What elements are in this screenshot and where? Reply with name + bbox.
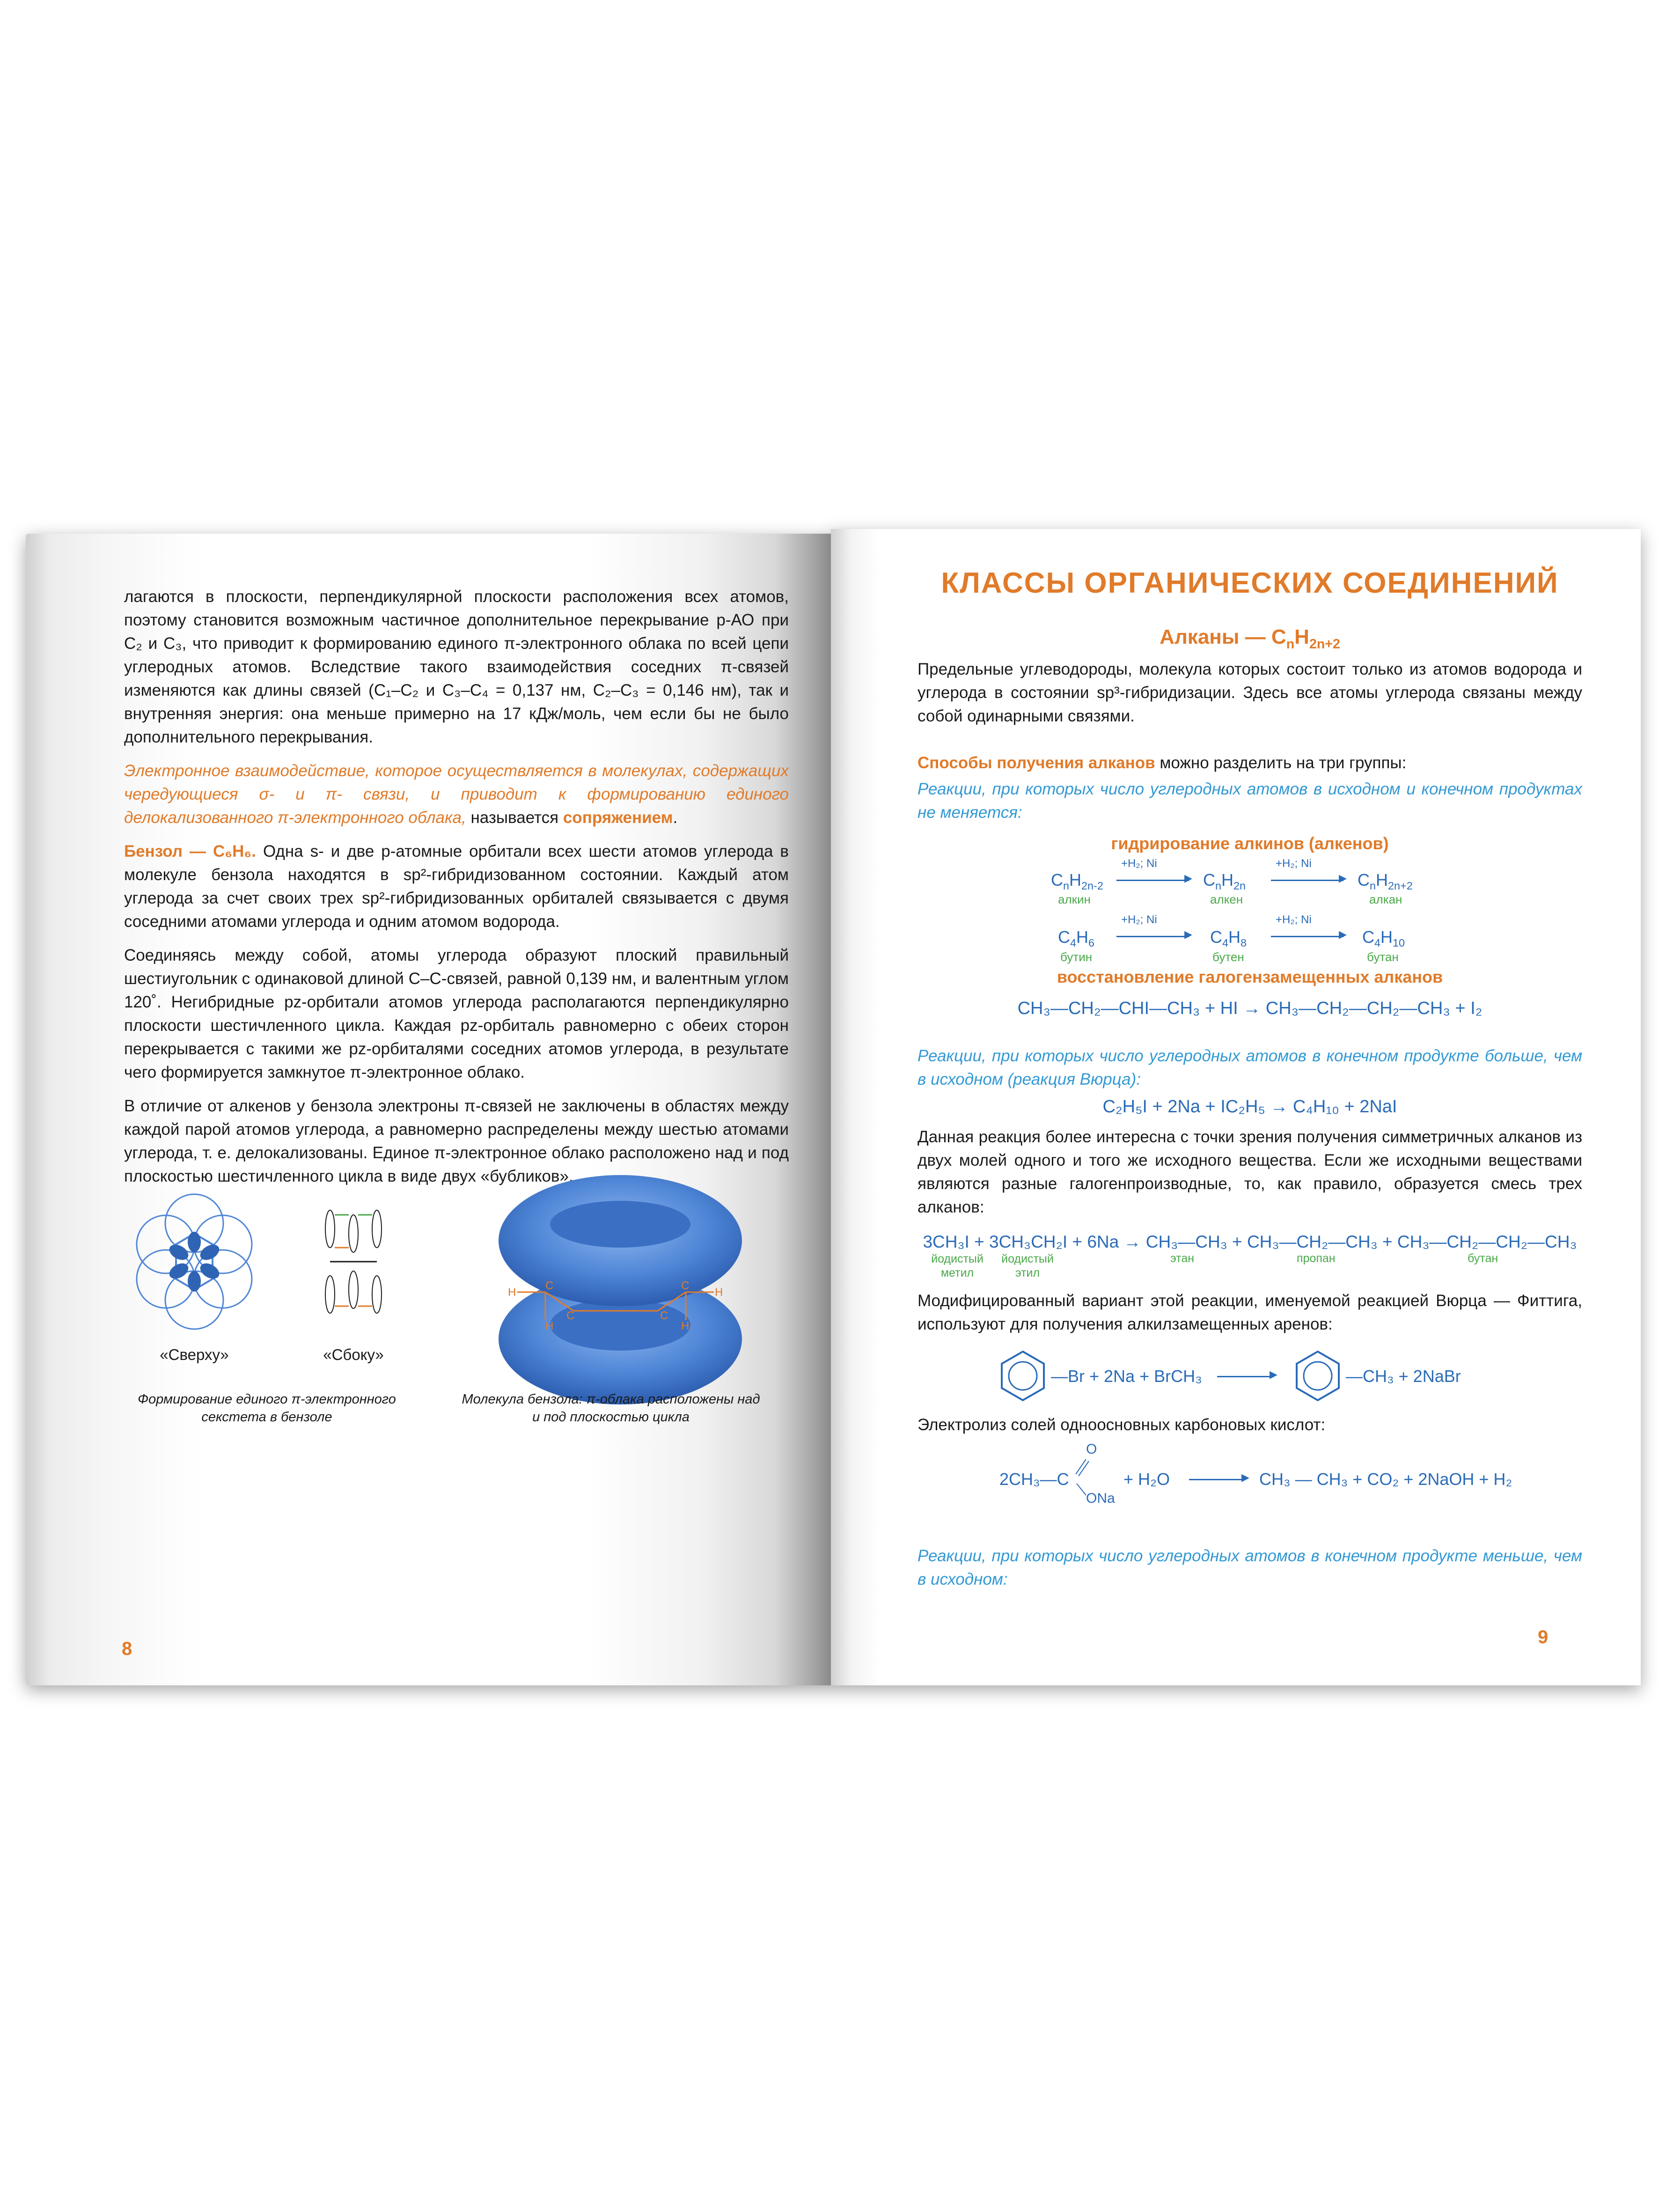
svg-text:H: H [715, 1286, 723, 1299]
methods-tail: можно разделить на три группы: [1155, 753, 1407, 772]
arrow-head-1: ▶ [1184, 872, 1192, 884]
formula-butene: $C_4H_8$ [1210, 927, 1247, 949]
electrolysis-equation [918, 1441, 1582, 1516]
paragraph-hexagon: Соединяясь между собой, атомы углерода образуют плоский правильный шестиугольник с одинаковой длиной C–C-связей, равной 0,139 нм, и валентным углом 120˚. Негибридные pz-орбитали атомов углерода располагаются перпендикулярно плоскости шестичленного цикла. Каждая pz-орбиталь равномерно с обеих сторон перекрывается с такими же pz-орбиталями соседних атомов углерода, в результате чего формируется замкнутое π-электронное облако. [124, 946, 789, 1081]
electrolysis-arrow [1189, 1479, 1245, 1480]
fittig-paragraph: Модифицированный вариант этой реакции, именуемой реакцией Вюрца — Фиттига, используют для получения алкилзамещенных аренов: [918, 1291, 1582, 1333]
fittig-left: —Br + 2Na + BrCH₃ [1051, 1366, 1202, 1386]
wurtz-fittig-equation [918, 1345, 1582, 1409]
section-title-alkanes: Алканы — $C_nH_{2n+2}$ [1160, 625, 1340, 652]
arrow-head-4: ▶ [1339, 928, 1347, 940]
left-page [26, 534, 831, 1685]
arrow-head-3: ▶ [1184, 928, 1192, 940]
svg-text:H: H [681, 1320, 690, 1332]
hydrogenation-row-1 [918, 857, 1582, 909]
formula-alkene: $C_nH_{2n}$ [1203, 870, 1246, 892]
halo-reduction-equation: CH₃—CH₂—CHI—CH₃ + HI → CH₃—CH₂—CH₂—CH₃ + I₂ [1017, 998, 1483, 1018]
page-number-right: 9 [1538, 1627, 1549, 1647]
carboxyl-bonds [1072, 1455, 1091, 1498]
conjugation-tail: называется [466, 808, 563, 827]
arrow-2 [1271, 880, 1343, 881]
fittig-right: —CH₃ + 2NaBr [1346, 1366, 1461, 1386]
svg-text:H: H [545, 1320, 554, 1332]
wurtz-paragraph: Данная реакция более интересна с точки зрения получения симметричных алканов из двух молей одного и того же исходного вещества. Если же исходными веществами являются разные галогенпроизводные, то, как правило, образуется смесь трех алканов: [918, 1127, 1582, 1216]
paragraph-1: лагаются в плоскости, перпендикулярной плоскости расположения всех атомов, поэтому становится возможным частичное дополнительное перекрывание p-АО при C₂ и C₃, что приводит к формированию единого π-электронного облака по всей цепи углеродных атомов. Вследствие такого взаимодействия соседних π-связей изменяются как длины связей (C₁–C₂ и C₃–C₄ = 0,137 нм, C₂–C₃ = 0,146 нм), так и внутренняя энергия: она меньше примерно на 17 кДж/моль, чем если бы не было дополнительного перекрывания. [124, 588, 789, 746]
paragraph-conjugation: Электронное взаимодействие, которое осуществляется в молекулах, содержащих чередующиеся σ- и π- связи, и приводит к формированию единого делокализованного π-электронного облака, называется сопряжением. [124, 762, 789, 827]
arrow-head-2: ▶ [1339, 872, 1347, 884]
fittig-arrow-head: ▶ [1270, 1368, 1277, 1380]
label-alkyne: алкин [1058, 892, 1091, 906]
arrow-3 [1116, 936, 1189, 937]
hydrogenation-title: гидрирование алкинов (алкенов) [1111, 833, 1389, 853]
benzene-ring-icon [995, 1348, 1051, 1404]
wurtz-equation: C₂H₅I + 2Na + IC₂H₅ → C₄H₁₀ + 2NaI [1102, 1096, 1397, 1117]
label-butyne: бутин [1060, 949, 1093, 964]
methods-line [918, 751, 1582, 775]
label-top-view: «Сверху» [160, 1346, 229, 1363]
arrow-label-2: +H₂; Ni [1276, 857, 1312, 870]
page-number-left: 8 [122, 1639, 132, 1659]
arrow-label-3: +H₂; Ni [1121, 913, 1157, 926]
page-title: КЛАССЫ ОРГАНИЧЕСКИХ СОЕДИНЕНИЙ [941, 567, 1559, 599]
arrow-label-1: +H₂; Ni [1121, 857, 1157, 870]
label-butene: бутен [1212, 949, 1244, 964]
group-2-heading: Реакции, при которых число углеродных атомов в конечном продукте больше, чем в исходном (реакция Вюрца): [918, 1046, 1582, 1088]
benzene-ring-icon-2 [1290, 1348, 1346, 1404]
label-methyl-iodide: йодистый метил [931, 1252, 984, 1279]
electrolysis-ona: ONa [1086, 1490, 1115, 1506]
halo-reduction-title: восстановление галогензамещенных алканов [1057, 967, 1443, 986]
label-side-view: «Сбоку» [323, 1346, 384, 1363]
label-ethyl-iodide: йодистый этил [1001, 1252, 1054, 1279]
label-butane: бутан [1367, 949, 1399, 964]
benzene-term: Бензол — C₆H₆. [124, 842, 257, 860]
label-butane-2: бутан [1468, 1251, 1498, 1265]
fittig-arrow [1217, 1376, 1273, 1377]
paragraph-benzene [124, 840, 789, 933]
caption-pi-clouds: Молекула бензола: π-облака расположены над и под плоскостью цикла [462, 1392, 760, 1425]
benzene-top-view-illustration [126, 1191, 262, 1332]
electrolysis-paragraph: Электролиз солей одноосновных карбоновых кислот: [918, 1415, 1326, 1434]
paragraph-delocalization: В отличие от алкенов у бензола электроны π-связей не заключены в областях между каждой парой атомов углерода, а равномерно распределены между шестью атомами углерода, т. е. делокализованы. Единое π-электронное облако расположено над и под плоскостью шестичленного цикла в виде двух «бубликов». [124, 1097, 789, 1185]
hydrogenation-row-2 [918, 913, 1582, 967]
svg-text:C: C [566, 1309, 575, 1322]
label-ethane: этан [1170, 1251, 1195, 1265]
formula-butane: $C_4H_{10}$ [1362, 927, 1405, 949]
open-book [26, 529, 1641, 1690]
left-page-text [124, 585, 789, 1188]
arrow-label-4: +H₂; Ni [1276, 913, 1312, 926]
mixed-wurtz-labels [918, 1252, 1582, 1285]
arrow-1 [1116, 880, 1189, 881]
svg-text:C: C [681, 1279, 690, 1292]
right-page-text [918, 566, 1582, 1591]
electrolysis-left: 2CH₃—C [999, 1469, 1069, 1489]
mixed-wurtz-equation: 3CH₃I + 3CH₃CH₂I + 6Na → CH₃—CH₃ + CH₃—CH₂—CH₃ + CH₃—CH₂—CH₂—CH₃ [923, 1232, 1577, 1251]
benzene-pi-cloud-illustration [475, 1170, 765, 1414]
svg-text:H: H [508, 1286, 516, 1299]
group-3-heading: Реакции, при которых число углеродных атомов в конечном продукте меньше, чем в исходном: [918, 1546, 1582, 1588]
electrolysis-arrow-head: ▶ [1241, 1471, 1249, 1483]
svg-text:C: C [660, 1309, 668, 1322]
benzene-text: Одна s- и две p-атомные орбитали всех шести атомов углерода в молекуле бензола находятся в sp²-гибридизованном состоянии. Каждый атом углерода за счет своих трех sp²-гибридизованных орбиталей связывается с двумя соседними атомами углерода и одним атомом водорода. [124, 842, 789, 931]
svg-text:C: C [545, 1279, 554, 1292]
formula-alkyne: $C_nH_{2n-2}$ [1051, 870, 1103, 892]
caption-sextet: Формирование единого π-электронного секстета в бензоле [138, 1392, 396, 1425]
electrolysis-water: + H₂O [1123, 1469, 1170, 1489]
label-alkane: алкан [1369, 892, 1402, 906]
label-alkene: алкен [1210, 892, 1243, 906]
electrolysis-right: CH₃ — CH₃ + CO₂ + 2NaOH + H₂ [1259, 1469, 1512, 1489]
formula-alkane: $C_nH_{2n+2}$ [1358, 870, 1413, 892]
methods-term: Способы получения алканов [918, 753, 1155, 772]
group-1-heading: Реакции, при которых число углеродных атомов в исходном и конечном продуктах не меняется: [918, 779, 1582, 822]
electrolysis-o: O [1086, 1441, 1097, 1457]
conjugation-definition: Электронное взаимодействие, которое осуществляется в молекулах, содержащих чередующиеся σ- и π- связи, и приводит к формированию единого делокализованного π-электронного облака, [124, 762, 789, 827]
conjugation-term: сопряжением [563, 808, 673, 827]
right-page [831, 529, 1641, 1685]
alkanes-intro: Предельные углеводороды, молекула которых состоит только из атомов водорода и углерода в состоянии sp³-гибридизации. Здесь все атомы углерода связаны между собой одинарными связями. [918, 660, 1582, 725]
formula-butyne: $C_4H_6$ [1058, 927, 1095, 949]
benzene-side-view-illustration [307, 1187, 400, 1337]
label-propane: пропан [1297, 1251, 1336, 1265]
arrow-4 [1271, 936, 1343, 937]
